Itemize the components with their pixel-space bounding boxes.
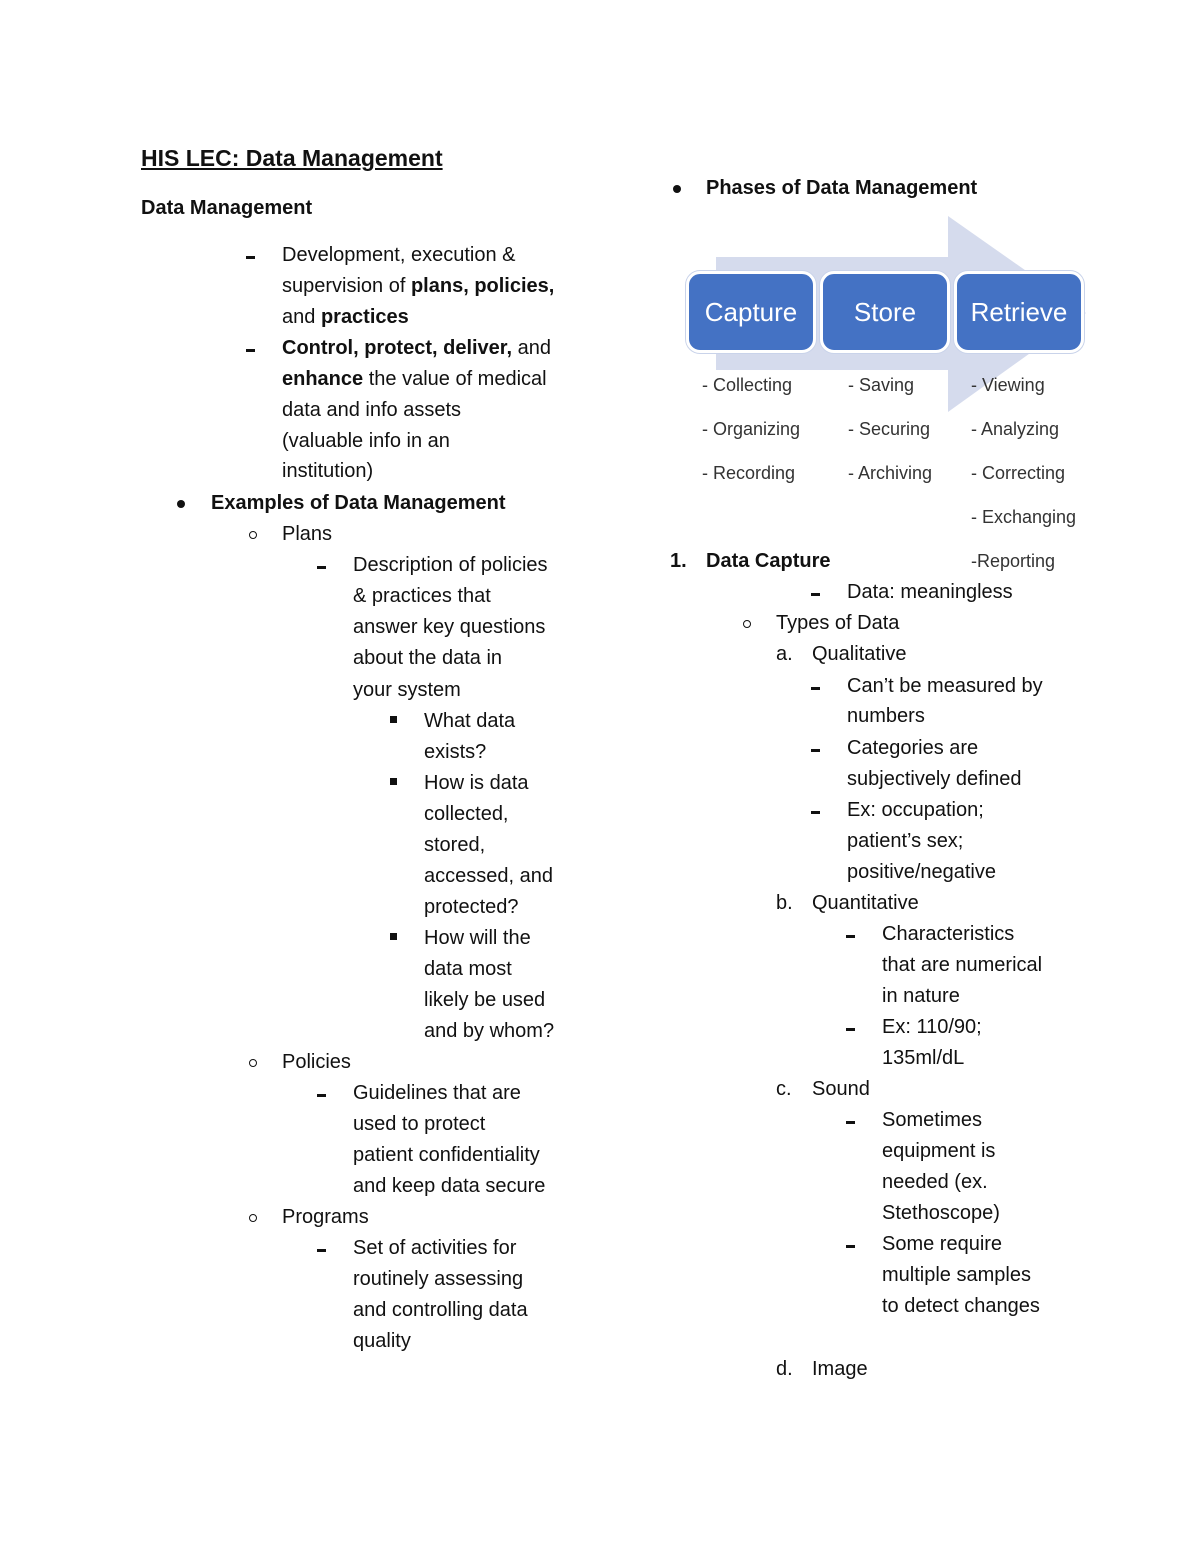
plans-question-3: and by whom? — [424, 1020, 555, 1042]
type-letter: d. — [776, 1358, 793, 1380]
qualitative-point: positive/negative — [847, 861, 996, 883]
definition-1-line-3: and practices — [282, 306, 409, 328]
plans-question-2: accessed, and — [424, 865, 553, 887]
phase-box-capture: Capture — [686, 271, 816, 353]
quantitative-point: Characteristics — [882, 923, 1015, 945]
page-title: HIS LEC: Data Management — [141, 145, 443, 171]
retrieve-item: - Correcting — [971, 463, 1066, 483]
plans-desc-line: your system — [353, 679, 461, 701]
phases-heading: Phases of Data Management — [706, 177, 978, 199]
types-label: Types of Data — [776, 612, 900, 634]
sound-point: Sometimes — [882, 1109, 983, 1131]
programs-desc-line: and controlling data — [353, 1299, 528, 1321]
type-letter: b. — [776, 892, 793, 914]
store-item: - Securing — [848, 419, 931, 439]
retrieve-item: -Reporting — [971, 551, 1056, 571]
definition-2-line-1: Control, protect, deliver, and — [282, 337, 551, 359]
store-item: - Archiving — [848, 463, 933, 483]
sound-point: equipment is — [882, 1140, 996, 1162]
dash-bullet — [811, 687, 820, 690]
plans-question-2: collected, — [424, 803, 509, 825]
plans-question-3: likely be used — [424, 989, 546, 1011]
policies-label: Policies — [282, 1051, 351, 1073]
policies-desc-line: Guidelines that are — [353, 1082, 521, 1104]
sound-point: needed (ex. — [882, 1171, 988, 1193]
section-title-data-capture: Data Capture — [706, 550, 831, 572]
quantitative-point: Ex: 110/90; — [882, 1016, 982, 1038]
retrieve-item: - Exchanging — [971, 507, 1077, 527]
dash-bullet — [846, 935, 855, 938]
plans-question-3: How will the — [424, 927, 531, 949]
plans-label: Plans — [282, 523, 333, 545]
definition-2-line-5: institution) — [282, 460, 374, 482]
programs-desc-line: routinely assessing — [353, 1268, 524, 1290]
phase-box-retrieve: Retrieve — [954, 271, 1084, 353]
dash-bullet — [846, 1028, 855, 1031]
phase-box-store: Store — [820, 271, 950, 353]
retrieve-item: - Viewing — [971, 375, 1045, 395]
type-qualitative: Qualitative — [812, 643, 907, 665]
definition-1-line-1: Development, execution & — [282, 244, 516, 266]
capture-item: - Organizing — [702, 419, 801, 439]
dash-bullet — [846, 1121, 855, 1124]
policies-desc-line: used to protect — [353, 1113, 486, 1135]
data-note: Data: meaningless — [847, 581, 1013, 603]
type-letter: a. — [776, 643, 793, 665]
section-number: 1. — [670, 550, 687, 572]
definition-2-line-3: data and info assets — [282, 399, 462, 421]
dash-bullet — [811, 593, 820, 596]
sound-point: multiple samples — [882, 1264, 1031, 1286]
policies-desc-line: and keep data secure — [353, 1175, 546, 1197]
qualitative-point: subjectively defined — [847, 768, 1022, 790]
sound-point: Some require — [882, 1233, 1003, 1255]
plans-desc-line: Description of policies — [353, 554, 548, 576]
programs-label: Programs — [282, 1206, 369, 1228]
sound-point: to detect changes — [882, 1295, 1040, 1317]
retrieve-item: - Analyzing — [971, 419, 1060, 439]
definition-1-line-2: supervision of plans, policies, — [282, 275, 555, 297]
section-heading-data-management: Data Management — [141, 197, 313, 219]
plans-desc-line: about the data in — [353, 647, 503, 669]
qualitative-point: patient’s sex; — [847, 830, 964, 852]
qualitative-point: Ex: occupation; — [847, 799, 984, 821]
qualitative-point: numbers — [847, 705, 925, 727]
quantitative-point: in nature — [882, 985, 960, 1007]
plans-question-1: What data — [424, 710, 516, 732]
dash-bullet — [846, 1245, 855, 1248]
qualitative-point: Can’t be measured by — [847, 675, 1043, 697]
plans-question-3: data most — [424, 958, 512, 980]
qualitative-point: Categories are — [847, 737, 979, 759]
store-item: - Saving — [848, 375, 915, 395]
plans-desc-line: answer key questions — [353, 616, 546, 638]
sound-point: Stethoscope) — [882, 1202, 1000, 1224]
type-letter: c. — [776, 1078, 792, 1100]
type-sound: Sound — [812, 1078, 870, 1100]
dash-bullet — [811, 749, 820, 752]
dash-bullet — [811, 811, 820, 814]
type-image: Image — [812, 1358, 868, 1380]
programs-desc-line: quality — [353, 1330, 411, 1352]
definition-2-line-4: (valuable info in an — [282, 430, 450, 452]
type-quantitative: Quantitative — [812, 892, 919, 914]
circle-bullet — [743, 620, 751, 628]
examples-heading: Examples of Data Management — [211, 492, 506, 514]
plans-question-2: protected? — [424, 896, 519, 918]
plans-question-2: How is data — [424, 772, 529, 794]
plans-question-1: exists? — [424, 741, 487, 763]
policies-desc-line: patient confidentiality — [353, 1144, 540, 1166]
definition-2-line-2: enhance the value of medical — [282, 368, 547, 390]
quantitative-point: that are numerical — [882, 954, 1043, 976]
capture-item: - Collecting — [702, 375, 793, 395]
capture-item: - Recording — [702, 463, 796, 483]
plans-desc-line: & practices that — [353, 585, 491, 607]
quantitative-point: 135ml/dL — [882, 1047, 965, 1069]
plans-question-2: stored, — [424, 834, 486, 856]
programs-desc-line: Set of activities for — [353, 1237, 517, 1259]
